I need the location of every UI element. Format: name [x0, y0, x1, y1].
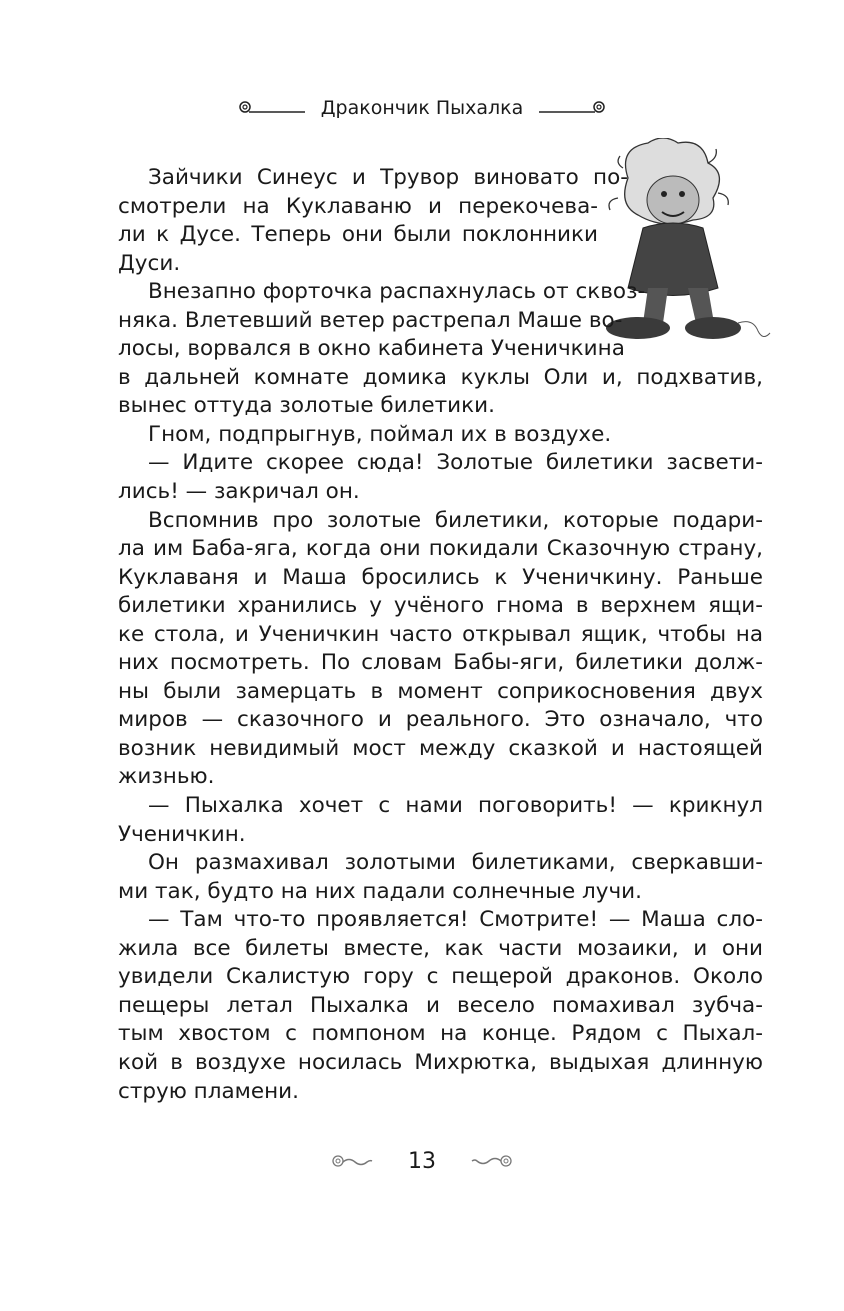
text-line: ла им Баба-яга, когда они покидали Сказочную страну, [118, 536, 763, 562]
text-line: тым хвостом с помпоном на конце. Рядом с Пыхал- [118, 1021, 763, 1047]
spiral-ornament-icon [537, 101, 607, 115]
text-line: ми так, будто на них падали солнечные лучи. [118, 878, 642, 904]
text-line: Внезапно форточка распахнулась от сквоз- [148, 279, 646, 305]
text-line: Ученичкин. [118, 821, 246, 847]
swirl-ornament-icon [471, 1154, 513, 1168]
text-line: Зайчики Синеус и Трувор виновато по- [148, 165, 628, 190]
text-line: Куклаваня и Маша бросились к Ученичкину. Раньше [118, 564, 763, 590]
text-line: лосы, ворвался в окно кабинета Ученичкина [118, 336, 625, 362]
text-line: лись! — закричал он. [118, 479, 360, 505]
text-line: жизнью. [118, 764, 215, 790]
text-line: ли к Дусе. Теперь они были поклонники [118, 222, 598, 248]
swirl-ornament-icon [331, 1154, 373, 1168]
page-body-text [118, 164, 763, 1106]
text-line: них посмотреть. По словам Бабы-яги, билетики долж- [118, 650, 763, 676]
text-line: билетики хранились у учёного гнома в верхнем ящи- [118, 593, 763, 619]
text-line: ны были замерцать в момент соприкосновения двух [118, 678, 763, 704]
page-footer [0, 1148, 844, 1174]
text-line: жила все билеты вместе, как части мозаики, и они [118, 935, 763, 961]
text-line: — Пыхалка хочет с нами поговорить! — крикнул [148, 793, 763, 819]
book-title: Дракончик Пыхалка [320, 96, 524, 119]
text-line: — Там что-то проявляется! Смотрите! — Маша сло- [148, 907, 763, 933]
page-number: 13 [408, 1148, 436, 1174]
text-line: смотрели на Куклаваню и перекочева- [118, 193, 598, 219]
text-line: увидели Скалистую гору с пещерой драконов. Около [118, 964, 763, 990]
text-line: в дальней комнате домика куклы Оли и, подхватив, [118, 364, 763, 390]
spiral-ornament-icon [237, 101, 307, 115]
text-line: пещеры летал Пыхалка и весело помахивал зубча- [118, 992, 763, 1018]
text-line: Он размахивал золотыми билетиками, сверкавши- [148, 850, 763, 876]
text-line: Дуси. [118, 250, 181, 276]
text-line: Вспомнив про золотые билетики, которые подари- [148, 507, 763, 533]
text-line: кой в воздухе носилась Михрютка, выдыхая длинную [118, 1049, 763, 1075]
running-header [0, 96, 844, 119]
text-line: Гном, подпрыгнув, поймал их в воздухе. [148, 421, 612, 447]
text-line: вынес оттуда золотые билетики. [118, 393, 495, 419]
text-line: миров — сказочного и реального. Это означало, что [118, 707, 763, 733]
text-line: — Идите скорее сюда! Золотые билетики засвети- [148, 450, 763, 476]
text-line: возник невидимый мост между сказкой и настоящей [118, 735, 763, 761]
text-line: струю пламени. [118, 1078, 299, 1104]
text-line: ке стола, и Ученичкин часто открывал ящик, чтобы на [118, 621, 763, 647]
text-line: няка. Влетевший ветер растрепал Маше во- [118, 307, 623, 333]
